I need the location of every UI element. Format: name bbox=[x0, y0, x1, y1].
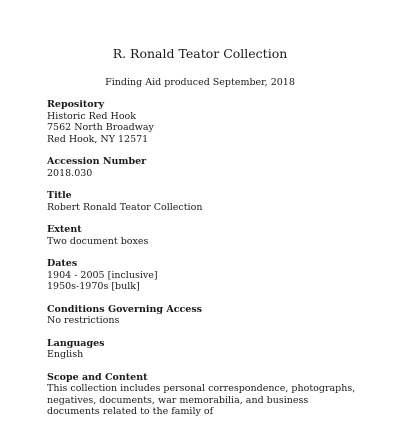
section-extent bbox=[47, 224, 362, 247]
section-heading: Scope and Content bbox=[47, 371, 148, 383]
section-accession-number bbox=[47, 156, 362, 179]
section-dates bbox=[47, 258, 362, 293]
languages-value: English bbox=[47, 349, 84, 360]
access-conditions-value: No restrictions bbox=[47, 315, 120, 326]
dates-bulk: 1950s-1970s [bulk] bbox=[47, 281, 140, 292]
section-conditions-governing-access bbox=[47, 304, 362, 327]
repository-name: Historic Red Hook bbox=[47, 110, 137, 122]
section-title bbox=[47, 190, 362, 213]
accession-number-value: 2018.030 bbox=[47, 167, 93, 179]
section-heading: Conditions Governing Access bbox=[47, 303, 203, 315]
document-title: R. Ronald Teator Collection bbox=[112, 46, 288, 61]
scope-and-content-text: This collection includes personal correspondence, photographs, negatives, documents, war memorabilia, and business documents related to the family of bbox=[47, 383, 356, 417]
section-heading: Accession Number bbox=[47, 156, 147, 167]
document-subtitle: Finding Aid produced September, 2018 bbox=[105, 77, 295, 88]
extent-value: Two document boxes bbox=[47, 235, 149, 247]
title-value: Robert Ronald Teator Collection bbox=[47, 201, 203, 213]
finding-aid-sections bbox=[47, 99, 362, 429]
section-repository bbox=[47, 99, 362, 145]
section-languages bbox=[47, 338, 362, 361]
section-heading: Dates bbox=[47, 258, 78, 269]
section-heading: Extent bbox=[47, 224, 82, 235]
section-heading: Languages bbox=[47, 337, 105, 349]
section-heading: Repository bbox=[47, 99, 105, 110]
section-scope-and-content bbox=[47, 372, 362, 418]
dates-inclusive: 1904 - 2005 [inclusive] bbox=[47, 269, 158, 281]
repository-city: Red Hook, NY 12571 bbox=[47, 133, 149, 145]
repository-street: 7562 North Broadway bbox=[47, 122, 154, 133]
section-heading: Title bbox=[47, 190, 72, 201]
